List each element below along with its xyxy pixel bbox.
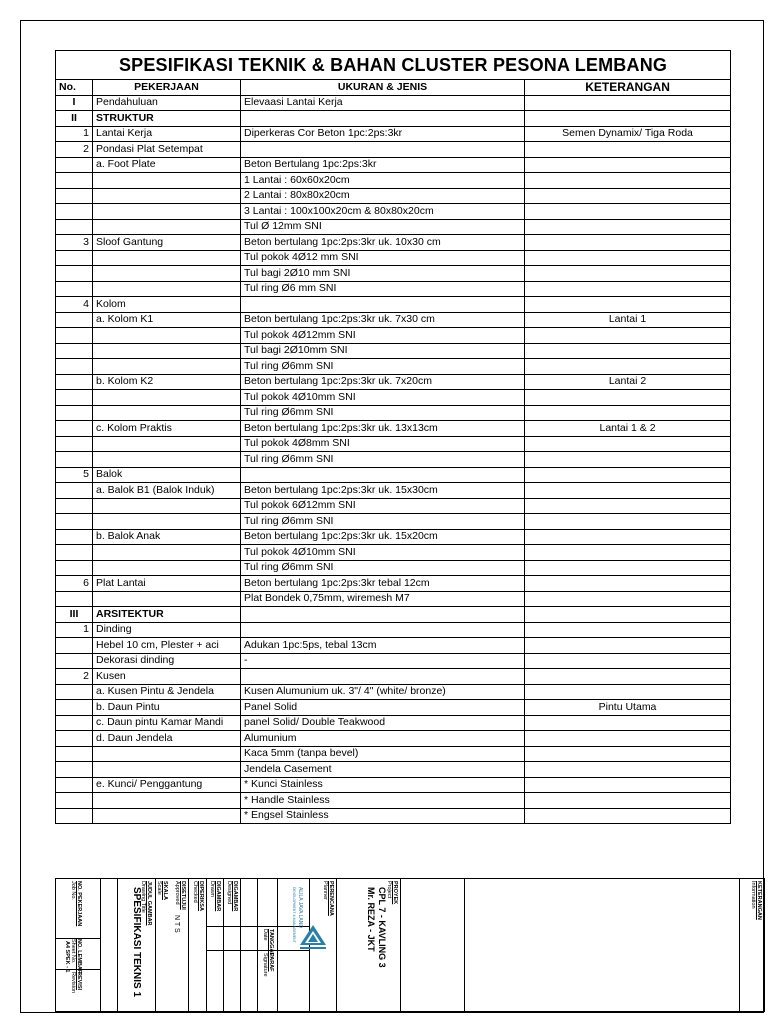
row-no	[56, 746, 93, 762]
row-ukuran: Tul bagi 2Ø10mm SNI	[241, 343, 525, 359]
row-no	[56, 266, 93, 282]
row-no	[56, 173, 93, 189]
row-keterangan	[525, 297, 731, 313]
row-pekerjaan: Kusen	[93, 669, 241, 685]
row-no: 2	[56, 669, 93, 685]
row-keterangan	[525, 359, 731, 375]
row-keterangan	[525, 607, 731, 623]
table-row	[56, 731, 731, 747]
row-ukuran: * Engsel Stainless	[241, 808, 525, 824]
row-pekerjaan: Plat Lantai	[93, 576, 241, 592]
row-ukuran: Tul ring Ø6mm SNI	[241, 452, 525, 468]
table-row	[56, 638, 731, 654]
proyek-label: PROYEK	[392, 881, 398, 905]
row-no	[56, 653, 93, 669]
row-pekerjaan	[93, 328, 241, 344]
digambar-designed-label: DIGAMBAR	[232, 881, 238, 912]
row-pekerjaan: Lantai Kerja	[93, 126, 241, 142]
header-no: No.	[56, 80, 93, 96]
row-no	[56, 281, 93, 297]
row-pekerjaan: a. Kusen Pintu & Jendela	[93, 684, 241, 700]
row-keterangan	[525, 328, 731, 344]
row-ukuran	[241, 607, 525, 623]
row-pekerjaan	[93, 173, 241, 189]
row-no	[56, 762, 93, 778]
row-ukuran: -	[241, 653, 525, 669]
table-row	[56, 312, 731, 328]
row-ukuran: Beton bertulang 1pc:2ps:3kr uk. 7x20cm	[241, 374, 525, 390]
row-keterangan	[525, 111, 731, 127]
row-keterangan	[525, 436, 731, 452]
row-no	[56, 514, 93, 530]
row-pekerjaan	[93, 390, 241, 406]
row-keterangan	[525, 452, 731, 468]
row-pekerjaan: a. Foot Plate	[93, 157, 241, 173]
judul-gambar-label: JUDUL GAMBAR	[146, 881, 152, 926]
row-no	[56, 638, 93, 654]
row-no	[56, 188, 93, 204]
row-ukuran: Tul bagi 2Ø10 mm SNI	[241, 266, 525, 282]
row-ukuran: * Kunci Stainless	[241, 777, 525, 793]
table-row	[56, 777, 731, 793]
row-ukuran: panel Solid/ Double Teakwood	[241, 715, 525, 731]
no-lembar-label: NO. LEMBAR	[76, 939, 82, 974]
date-label: Date	[262, 929, 268, 941]
row-no: 1	[56, 622, 93, 638]
diperiksa-label: DIPERIKSA	[198, 881, 204, 911]
table-row	[56, 173, 731, 189]
row-no	[56, 793, 93, 809]
row-ukuran: Kusen Alumunium uk. 3"/ 4" (white/ bronze)	[241, 684, 525, 700]
project-line-1: CPL 7 - KAVLING 3	[377, 887, 387, 968]
row-ukuran: Elevaasi Lantai Kerja	[241, 95, 525, 111]
row-keterangan	[525, 560, 731, 576]
approved-label: Approved	[174, 881, 180, 905]
row-pekerjaan	[93, 793, 241, 809]
row-keterangan	[525, 669, 731, 685]
row-pekerjaan: a. Balok B1 (Balok Induk)	[93, 483, 241, 499]
table-row	[56, 328, 731, 344]
table-row	[56, 715, 731, 731]
header-ukuran: UKURAN & JENIS	[241, 80, 525, 96]
row-keterangan	[525, 684, 731, 700]
table-row	[56, 95, 731, 111]
row-no: II	[56, 111, 93, 127]
row-keterangan	[525, 529, 731, 545]
row-ukuran: Tul ring Ø6mm SNI	[241, 560, 525, 576]
row-keterangan	[525, 762, 731, 778]
row-keterangan: Lantai 1 & 2	[525, 421, 731, 437]
row-ukuran: Tul ring Ø6 mm SNI	[241, 281, 525, 297]
row-pekerjaan: Balok	[93, 467, 241, 483]
row-keterangan	[525, 715, 731, 731]
keterangan-label: KETERANGAN	[756, 881, 762, 920]
table-row	[56, 591, 731, 607]
row-no: I	[56, 95, 93, 111]
row-pekerjaan: Sloof Gantung	[93, 235, 241, 251]
table-row	[56, 452, 731, 468]
table-row	[56, 529, 731, 545]
table-row	[56, 235, 731, 251]
revision-label: Revision	[70, 972, 76, 994]
row-keterangan	[525, 343, 731, 359]
row-no: 4	[56, 297, 93, 313]
row-no	[56, 452, 93, 468]
row-keterangan	[525, 95, 731, 111]
row-pekerjaan	[93, 343, 241, 359]
row-pekerjaan	[93, 452, 241, 468]
tanggal-label: TANGGAL	[268, 929, 274, 956]
row-ukuran: Beton bertulang 1pc:2ps:3kr uk. 7x30 cm	[241, 312, 525, 328]
row-pekerjaan	[93, 591, 241, 607]
row-keterangan	[525, 467, 731, 483]
specification-rows	[56, 95, 731, 824]
row-ukuran: Tul pokok 4Ø10mm SNI	[241, 545, 525, 561]
row-pekerjaan	[93, 746, 241, 762]
row-no	[56, 808, 93, 824]
row-ukuran: Tul pokok 4Ø12mm SNI	[241, 328, 525, 344]
row-ukuran: Tul ring Ø6mm SNI	[241, 514, 525, 530]
row-keterangan	[525, 204, 731, 220]
table-row	[56, 126, 731, 142]
row-pekerjaan	[93, 514, 241, 530]
drawing-title-label: Drawing Title	[140, 881, 146, 913]
table-row	[56, 436, 731, 452]
row-keterangan	[525, 266, 731, 282]
row-pekerjaan: b. Daun Pintu	[93, 700, 241, 716]
table-row	[56, 405, 731, 421]
row-keterangan: Lantai 1	[525, 312, 731, 328]
table-row	[56, 514, 731, 530]
row-no	[56, 250, 93, 266]
row-no	[56, 545, 93, 561]
table-row	[56, 498, 731, 514]
row-keterangan: Semen Dynamix/ Tiga Roda	[525, 126, 731, 142]
row-no: 5	[56, 467, 93, 483]
row-pekerjaan: Pondasi Plat Setempat	[93, 142, 241, 158]
row-pekerjaan: Pendahuluan	[93, 95, 241, 111]
row-keterangan	[525, 483, 731, 499]
row-ukuran: Beton bertulang 1pc:2ps:3kr uk. 15x30cm	[241, 483, 525, 499]
row-no	[56, 436, 93, 452]
header-keterangan: KETERANGAN	[525, 80, 731, 96]
row-pekerjaan: c. Kolom Praktis	[93, 421, 241, 437]
scale-value: N T S	[173, 915, 180, 933]
row-keterangan	[525, 514, 731, 530]
row-no	[56, 405, 93, 421]
row-ukuran: Panel Solid	[241, 700, 525, 716]
row-ukuran: Adukan 1pc:5ps, tebal 13cm	[241, 638, 525, 654]
table-row	[56, 669, 731, 685]
row-pekerjaan: STRUKTUR	[93, 111, 241, 127]
no-pekerjaan-label: NO. PEKERJAAN	[76, 881, 82, 927]
row-pekerjaan	[93, 266, 241, 282]
project-line-2: Mr. REZA - JKT	[366, 887, 376, 952]
table-row	[56, 560, 731, 576]
row-pekerjaan: c. Daun pintu Kamar Mandi	[93, 715, 241, 731]
row-ukuran: Beton bertulang 1pc:2ps:3kr uk. 10x30 cm	[241, 235, 525, 251]
row-pekerjaan: Dekorasi dinding	[93, 653, 241, 669]
title-block	[55, 878, 765, 1012]
row-keterangan	[525, 545, 731, 561]
row-keterangan	[525, 746, 731, 762]
row-pekerjaan: Dinding	[93, 622, 241, 638]
table-row	[56, 281, 731, 297]
row-keterangan	[525, 157, 731, 173]
row-keterangan	[525, 390, 731, 406]
row-ukuran: Tul ring Ø6mm SNI	[241, 359, 525, 375]
row-pekerjaan: a. Kolom K1	[93, 312, 241, 328]
row-ukuran: 3 Lantai : 100x100x20cm & 80x80x20cm	[241, 204, 525, 220]
designed-label: Designed	[226, 881, 232, 905]
perencana-label: PERENCANA	[328, 881, 334, 916]
checked-label: Checked	[192, 881, 198, 903]
revisi-label: REVISI	[76, 972, 82, 991]
row-no	[56, 421, 93, 437]
table-row	[56, 390, 731, 406]
row-keterangan: Lantai 2	[525, 374, 731, 390]
row-ukuran	[241, 297, 525, 313]
table-row	[56, 142, 731, 158]
row-no	[56, 529, 93, 545]
row-keterangan	[525, 498, 731, 514]
table-row	[56, 421, 731, 437]
row-ukuran: * Handle Stainless	[241, 793, 525, 809]
row-ukuran: Beton Bertulang 1pc:2ps:3kr	[241, 157, 525, 173]
row-pekerjaan	[93, 359, 241, 375]
scale-label: Scale	[156, 881, 162, 895]
row-keterangan	[525, 173, 731, 189]
table-row	[56, 762, 731, 778]
row-no	[56, 700, 93, 716]
paraf-label: PARAF	[268, 953, 274, 972]
row-pekerjaan	[93, 560, 241, 576]
table-row	[56, 576, 731, 592]
table-row	[56, 204, 731, 220]
header-pekerjaan: PEKERJAAN	[93, 80, 241, 96]
row-ukuran	[241, 142, 525, 158]
row-ukuran: 1 Lantai : 60x60x20cm	[241, 173, 525, 189]
row-no	[56, 715, 93, 731]
row-no	[56, 157, 93, 173]
row-pekerjaan: d. Daun Jendela	[93, 731, 241, 747]
digambar-drawn-label: DIGAMBAR	[215, 881, 221, 912]
table-row	[56, 700, 731, 716]
row-keterangan: Pintu Utama	[525, 700, 731, 716]
row-pekerjaan	[93, 188, 241, 204]
row-pekerjaan	[93, 250, 241, 266]
row-pekerjaan	[93, 808, 241, 824]
logo-subtext: DEVELOPMENT & MANAGEMENT	[292, 887, 296, 943]
table-row	[56, 250, 731, 266]
table-row	[56, 188, 731, 204]
row-pekerjaan	[93, 498, 241, 514]
table-row	[56, 157, 731, 173]
table-row	[56, 374, 731, 390]
row-keterangan	[525, 142, 731, 158]
row-ukuran: Beton bertulang 1pc:2ps:3kr uk. 13x13cm	[241, 421, 525, 437]
row-pekerjaan	[93, 545, 241, 561]
table-row	[56, 343, 731, 359]
table-row	[56, 793, 731, 809]
row-ukuran	[241, 467, 525, 483]
information-label: Information	[750, 881, 756, 909]
row-ukuran: Tul pokok 6Ø12mm SNI	[241, 498, 525, 514]
row-pekerjaan: Hebel 10 cm, Plester + aci	[93, 638, 241, 654]
row-pekerjaan: b. Balok Anak	[93, 529, 241, 545]
row-keterangan	[525, 638, 731, 654]
row-keterangan	[525, 777, 731, 793]
row-keterangan	[525, 188, 731, 204]
row-ukuran: Beton bertulang 1pc:2ps:3kr tebal 12cm	[241, 576, 525, 592]
signature-label: Signature	[262, 953, 268, 977]
project-label: Project	[386, 881, 392, 899]
row-no	[56, 204, 93, 220]
row-no	[56, 374, 93, 390]
sheet-no-value: A4 SPEK - 1	[64, 941, 70, 973]
row-keterangan	[525, 653, 731, 669]
row-ukuran: Plat Bondek 0,75mm, wiremesh M7	[241, 591, 525, 607]
table-row	[56, 684, 731, 700]
table-row	[56, 746, 731, 762]
table-row	[56, 808, 731, 824]
row-ukuran: Tul pokok 4Ø8mm SNI	[241, 436, 525, 452]
row-no	[56, 731, 93, 747]
row-keterangan	[525, 591, 731, 607]
row-no: 3	[56, 235, 93, 251]
row-pekerjaan	[93, 219, 241, 235]
table-row	[56, 219, 731, 235]
row-keterangan	[525, 793, 731, 809]
row-no	[56, 591, 93, 607]
row-pekerjaan	[93, 436, 241, 452]
row-no: 1	[56, 126, 93, 142]
row-pekerjaan: b. Kolom K2	[93, 374, 241, 390]
row-ukuran: Beton bertulang 1pc:2ps:3kr uk. 15x20cm	[241, 529, 525, 545]
row-ukuran	[241, 669, 525, 685]
table-row	[56, 266, 731, 282]
row-no	[56, 684, 93, 700]
row-no: III	[56, 607, 93, 623]
document-title: SPESIFIKASI TEKNIK & BAHAN CLUSTER PESONA LEMBANG	[56, 51, 731, 80]
row-keterangan	[525, 731, 731, 747]
row-keterangan	[525, 235, 731, 251]
row-ukuran	[241, 622, 525, 638]
row-ukuran: Tul ring Ø6mm SNI	[241, 405, 525, 421]
row-ukuran: Alumunium	[241, 731, 525, 747]
row-pekerjaan: Kolom	[93, 297, 241, 313]
row-keterangan	[525, 576, 731, 592]
drawn-label: Drawn	[209, 881, 215, 897]
row-no	[56, 312, 93, 328]
row-ukuran	[241, 111, 525, 127]
row-no	[56, 343, 93, 359]
row-ukuran: Tul pokok 4Ø10mm SNI	[241, 390, 525, 406]
job-no-label: Job No.	[70, 881, 76, 900]
row-pekerjaan	[93, 762, 241, 778]
row-no: 2	[56, 142, 93, 158]
table-row	[56, 622, 731, 638]
row-keterangan	[525, 250, 731, 266]
table-row	[56, 111, 731, 127]
row-ukuran: 2 Lantai : 80x80x20cm	[241, 188, 525, 204]
table-row	[56, 653, 731, 669]
row-pekerjaan	[93, 405, 241, 421]
row-pekerjaan	[93, 204, 241, 220]
row-keterangan	[525, 281, 731, 297]
row-ukuran: Jendela Casement	[241, 762, 525, 778]
row-no	[56, 498, 93, 514]
row-ukuran: Tul pokok 4Ø12 mm SNI	[241, 250, 525, 266]
table-row	[56, 297, 731, 313]
disetujui-label: DISETUJUI	[180, 881, 186, 910]
drawing-title-value: SPESIFIKASI TEKNIS 1	[131, 887, 142, 998]
specification-table	[55, 50, 731, 824]
row-ukuran: Kaca 5mm (tanpa bevel)	[241, 746, 525, 762]
skala-label: SKALA	[162, 881, 168, 900]
row-no	[56, 359, 93, 375]
row-no: 6	[56, 576, 93, 592]
row-no	[56, 560, 93, 576]
row-ukuran: Tul Ø 12mm SNI	[241, 219, 525, 235]
row-no	[56, 219, 93, 235]
row-pekerjaan: e. Kunci/ Penggantung	[93, 777, 241, 793]
table-row	[56, 467, 731, 483]
sheet-no-label: Sheet No.	[70, 939, 76, 964]
table-row	[56, 607, 731, 623]
table-row	[56, 545, 731, 561]
row-keterangan	[525, 808, 731, 824]
table-row	[56, 359, 731, 375]
planner-label: Planner	[322, 881, 328, 900]
row-ukuran: Diperkeras Cor Beton 1pc:2ps:3kr	[241, 126, 525, 142]
row-no	[56, 483, 93, 499]
row-pekerjaan	[93, 281, 241, 297]
logo-text: ALILA JAVA LAND	[297, 887, 303, 928]
row-no	[56, 390, 93, 406]
row-no	[56, 328, 93, 344]
table-row	[56, 483, 731, 499]
row-keterangan	[525, 622, 731, 638]
row-no	[56, 777, 93, 793]
row-pekerjaan: ARSITEKTUR	[93, 607, 241, 623]
row-keterangan	[525, 405, 731, 421]
row-keterangan	[525, 219, 731, 235]
